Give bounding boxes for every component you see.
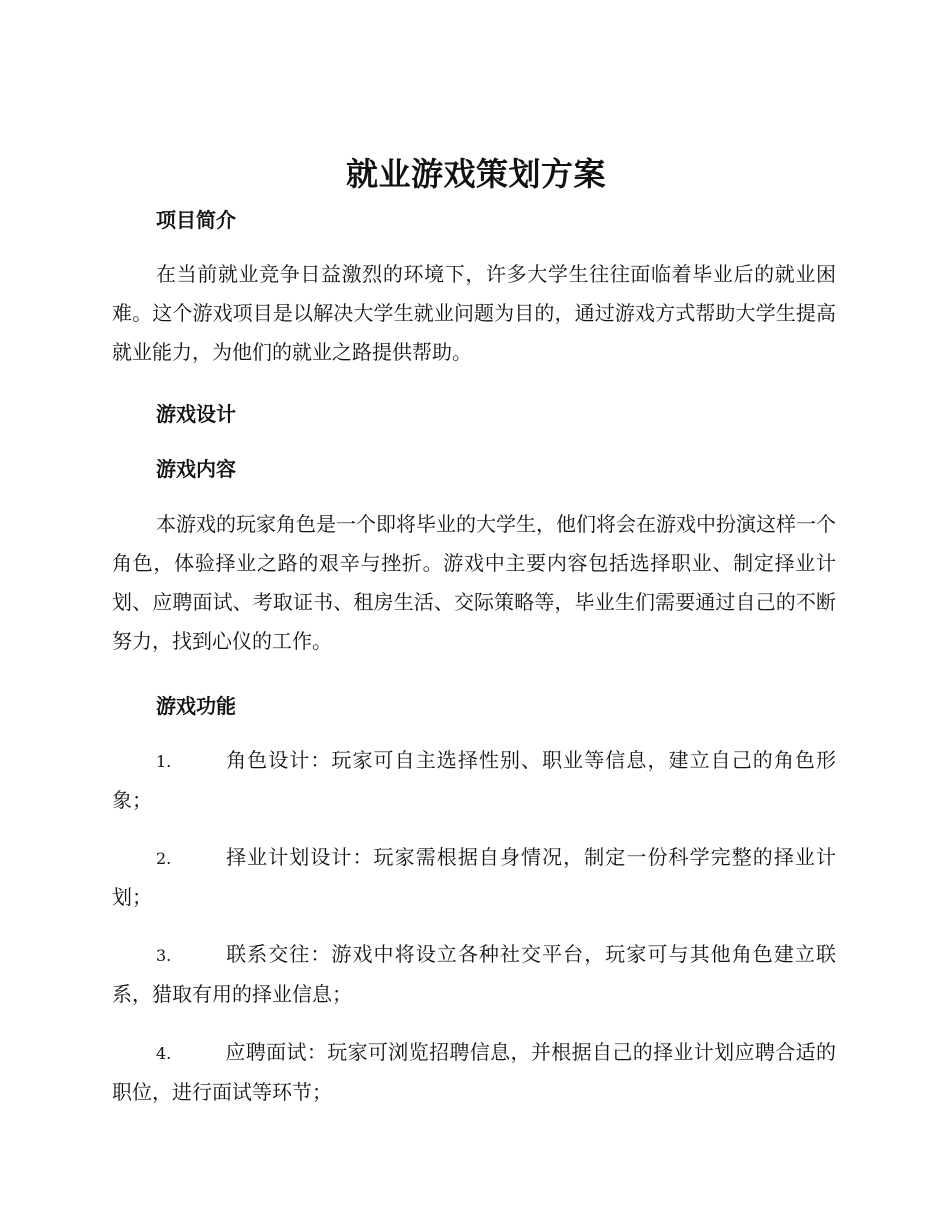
- document-title: 就业游戏策划方案: [345, 155, 606, 193]
- list-item-number: 2.: [156, 849, 172, 868]
- list-item-text: 应聘面试：玩家可浏览招聘信息，并根据自己的择业计划应聘合适的职位，进行面试等环节；: [112, 1040, 836, 1104]
- list-item-number: 1.: [156, 752, 172, 771]
- list-item-feature-2: [112, 838, 836, 917]
- heading-game-features: 游戏功能: [156, 694, 236, 718]
- heading-project-intro: 项目简介: [156, 208, 236, 232]
- list-item-text: 择业计划设计：玩家需根据自身情况，制定一份科学完整的择业计划；: [112, 845, 836, 909]
- list-item-text: 角色设计：玩家可自主选择性别、职业等信息，建立自己的角色形象；: [112, 748, 836, 812]
- paragraph-game-content: 本游戏的玩家角色是一个即将毕业的大学生，他们将会在游戏中扮演这样一个角色，体验择业之路的艰辛与挫折。游戏中主要内容包括选择职业、制定择业计划、应聘面试、考取证书、租房生活、交际策略等，毕业生们需要通过自己的不断努力，找到心仪的工作。: [112, 512, 836, 653]
- heading-game-design: 游戏设计: [156, 402, 236, 426]
- list-item-feature-4: [112, 1033, 836, 1112]
- list-item-number: 3.: [156, 946, 172, 965]
- list-item-feature-1: [112, 741, 836, 820]
- list-item-feature-3: [112, 935, 836, 1014]
- heading-game-content: 游戏内容: [156, 457, 236, 481]
- paragraph-intro: 在当前就业竞争日益激烈的环境下，许多大学生往往面临着毕业后的就业困难。这个游戏项目是以解决大学生就业问题为目的，通过游戏方式帮助大学生提高就业能力，为他们的就业之路提供帮助。: [112, 262, 836, 364]
- list-item-text: 联系交往：游戏中将设立各种社交平台，玩家可与其他角色建立联系，猎取有用的择业信息；: [112, 942, 836, 1006]
- list-item-number: 4.: [156, 1044, 172, 1063]
